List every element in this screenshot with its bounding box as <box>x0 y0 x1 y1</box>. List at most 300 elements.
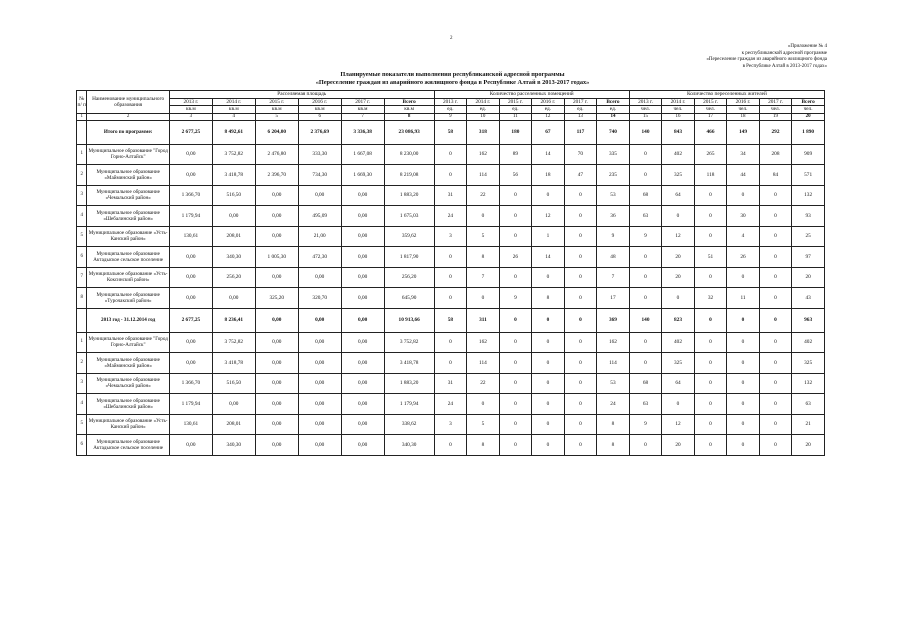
cell-value: 20 <box>662 267 695 288</box>
header-unit: чел. <box>727 106 760 114</box>
cell-value: 0 <box>759 414 792 435</box>
cell-value: 0 <box>727 394 760 415</box>
column-number: 3 <box>169 113 212 120</box>
cell-value: 0 <box>532 394 565 415</box>
cell-value: 0 <box>499 332 532 353</box>
cell-value: 0 <box>629 435 662 456</box>
column-number: 7 <box>341 113 384 120</box>
header-unit: чел. <box>759 106 792 114</box>
header-year-rooms: 2016 г. <box>532 98 565 106</box>
cell-value: 7 <box>467 267 500 288</box>
header-no: № п/ п <box>77 91 87 114</box>
column-number: 19 <box>759 113 792 120</box>
cell-value: 0 <box>694 394 727 415</box>
cell-value: 0 <box>759 308 792 332</box>
cell-value: 823 <box>662 308 695 332</box>
row-name: Муниципальное образование Актадыское сельское поселение <box>87 435 169 456</box>
cell-value: 8 230,00 <box>384 144 434 165</box>
cell-value: 256,20 <box>212 267 255 288</box>
cell-value: 0 <box>499 353 532 374</box>
cell-value: 0 <box>727 414 760 435</box>
cell-value: 0,00 <box>341 332 384 353</box>
appendix-line: к республиканской адресной программе <box>741 50 827 56</box>
cell-value: 0 <box>629 288 662 309</box>
cell-value: 3 752,82 <box>212 144 255 165</box>
cell-value: 0 <box>694 414 727 435</box>
appendix-note <box>627 44 827 70</box>
cell-value: 0 <box>499 267 532 288</box>
cell-value: 0 <box>499 226 532 247</box>
cell-value: 0,00 <box>341 414 384 435</box>
cell-value: 3 418,78 <box>212 165 255 186</box>
cell-value: 0,00 <box>255 226 298 247</box>
cell-value: 0,00 <box>169 165 212 186</box>
cell-value: 0 <box>759 332 792 353</box>
cell-value: 44 <box>727 165 760 186</box>
cell-value: 0 <box>499 414 532 435</box>
cell-value: 0 <box>759 435 792 456</box>
cell-value: 140 <box>629 308 662 332</box>
cell-value: 14 <box>532 144 565 165</box>
cell-value: 265 <box>694 144 727 165</box>
cell-value: 0 <box>694 308 727 332</box>
cell-value: 132 <box>792 185 825 206</box>
cell-value: 17 <box>597 288 630 309</box>
cell-value: 0 <box>434 332 467 353</box>
cell-value: 7 <box>597 267 630 288</box>
column-number: 11 <box>499 113 532 120</box>
cell-value: 58 <box>434 120 467 144</box>
cell-value: 0 <box>564 206 597 227</box>
cell-value: 909 <box>792 144 825 165</box>
cell-value: 1 179,94 <box>384 394 434 415</box>
column-number: 5 <box>255 113 298 120</box>
cell-value: 0,00 <box>341 435 384 456</box>
cell-value: 0 <box>694 185 727 206</box>
table-row <box>77 288 825 309</box>
header-name: Наименование муниципального образования <box>87 91 169 114</box>
cell-value: 0 <box>499 308 532 332</box>
cell-value: 64 <box>662 185 695 206</box>
appendix-line: в Республике Алтай в 2013-2017 годах» <box>742 63 827 69</box>
cell-value: 0,00 <box>298 332 341 353</box>
cell-value: 3 418,78 <box>384 353 434 374</box>
cell-value: 3 752,82 <box>384 332 434 353</box>
row-number: 2 <box>77 353 87 374</box>
header-year-rooms: 2013 г. <box>434 98 467 106</box>
cell-value: 117 <box>564 120 597 144</box>
cell-value: 516,50 <box>212 373 255 394</box>
cell-value: 0 <box>759 226 792 247</box>
cell-value: 132 <box>792 373 825 394</box>
cell-value: 292 <box>759 120 792 144</box>
header-rooms-group: Количество расселенных помещений <box>434 91 629 99</box>
cell-value: 740 <box>597 120 630 144</box>
cell-value: 114 <box>467 165 500 186</box>
cell-value: 32 <box>694 288 727 309</box>
cell-value: 0,00 <box>298 353 341 374</box>
row-number: 6 <box>77 247 87 268</box>
cell-value: 311 <box>467 308 500 332</box>
header-year-rooms: Всего <box>597 98 630 106</box>
cell-value: 340,30 <box>384 435 434 456</box>
cell-value: 0 <box>564 332 597 353</box>
cell-value: 359,62 <box>384 226 434 247</box>
cell-value: 31 <box>434 185 467 206</box>
table-row <box>77 373 825 394</box>
cell-value: 0 <box>727 308 760 332</box>
header-area-group: Расселяемая площадь <box>169 91 434 99</box>
row-number: 4 <box>77 394 87 415</box>
cell-value: 26 <box>499 247 532 268</box>
cell-value: 21 <box>792 414 825 435</box>
row-name: Муниципальное образование "Город Горно-Алтайск" <box>87 144 169 165</box>
cell-value: 8 <box>467 247 500 268</box>
page-number: 2 <box>450 36 453 41</box>
table-row <box>77 120 825 144</box>
column-number: 14 <box>597 113 630 120</box>
cell-value: 0,00 <box>169 288 212 309</box>
header-year-area: 2015 г. <box>255 98 298 106</box>
cell-value: 0,00 <box>298 435 341 456</box>
cell-value: 0,00 <box>255 185 298 206</box>
cell-value: 0 <box>532 185 565 206</box>
cell-value: 118 <box>694 165 727 186</box>
cell-value: 1 817,90 <box>384 247 434 268</box>
cell-value: 3 <box>434 226 467 247</box>
column-number: 1 <box>77 113 87 120</box>
cell-value: 1 883,20 <box>384 373 434 394</box>
header-year-area: 2014 г. <box>212 98 255 106</box>
cell-value: 963 <box>792 308 825 332</box>
cell-value: 36 <box>597 206 630 227</box>
cell-value: 0 <box>694 373 727 394</box>
cell-value: 0 <box>434 165 467 186</box>
cell-value: 0 <box>629 165 662 186</box>
cell-value: 0,00 <box>255 394 298 415</box>
cell-value: 12 <box>532 206 565 227</box>
column-number: 4 <box>212 113 255 120</box>
cell-value: 0 <box>434 144 467 165</box>
cell-value: 1 005,30 <box>255 247 298 268</box>
cell-value: 0,00 <box>169 332 212 353</box>
table-row <box>77 247 825 268</box>
cell-value: 70 <box>564 144 597 165</box>
cell-value: 1 890 <box>792 120 825 144</box>
row-number <box>77 120 87 144</box>
row-name: Муниципальное образование «Усть-Канский район» <box>87 226 169 247</box>
row-number: 8 <box>77 288 87 309</box>
cell-value: 472,30 <box>298 247 341 268</box>
cell-value: 734,30 <box>298 165 341 186</box>
cell-value: 4 <box>727 226 760 247</box>
cell-value: 0,00 <box>341 226 384 247</box>
row-number: 5 <box>77 414 87 435</box>
cell-value: 0,00 <box>298 185 341 206</box>
cell-value: 63 <box>792 394 825 415</box>
header-unit: ед. <box>597 106 630 114</box>
cell-value: 208 <box>759 144 792 165</box>
cell-value: 11 <box>727 288 760 309</box>
cell-value: 0,00 <box>169 435 212 456</box>
row-name: Муниципальное образование «Шебалинский район» <box>87 206 169 227</box>
cell-value: 0 <box>759 288 792 309</box>
cell-value: 84 <box>759 165 792 186</box>
row-name: Муниципальное образование «Чемальский район» <box>87 185 169 206</box>
appendix-line: «Переселение граждан из аварийного жилищного фонда <box>706 57 827 63</box>
cell-value: 0,00 <box>255 435 298 456</box>
cell-value: 0 <box>532 308 565 332</box>
cell-value: 0,00 <box>169 353 212 374</box>
cell-value: 23 086,93 <box>384 120 434 144</box>
cell-value: 0,00 <box>341 267 384 288</box>
cell-value: 0 <box>694 435 727 456</box>
cell-value: 130,61 <box>169 414 212 435</box>
header-unit: ед. <box>467 106 500 114</box>
cell-value: 0,00 <box>341 353 384 374</box>
cell-value: 1 179,94 <box>169 394 212 415</box>
cell-value: 0 <box>532 353 565 374</box>
cell-value: 24 <box>597 394 630 415</box>
cell-value: 180 <box>499 120 532 144</box>
cell-value: 0 <box>759 267 792 288</box>
header-year-people: 2013 г. <box>629 98 662 106</box>
cell-value: 0,00 <box>298 394 341 415</box>
cell-value: 0 <box>564 394 597 415</box>
cell-value: 51 <box>694 247 727 268</box>
cell-value: 31 <box>434 373 467 394</box>
cell-value: 0 <box>629 247 662 268</box>
column-number: 17 <box>694 113 727 120</box>
cell-value: 2 376,69 <box>298 120 341 144</box>
column-number: 15 <box>629 113 662 120</box>
cell-value: 0 <box>694 267 727 288</box>
header-unit: кв.м <box>255 106 298 114</box>
cell-value: 97 <box>792 247 825 268</box>
cell-value: 149 <box>727 120 760 144</box>
row-name: Муниципальное образование «Усть-Коксинский район» <box>87 267 169 288</box>
cell-value: 1 179,94 <box>169 206 212 227</box>
table-row <box>77 332 825 353</box>
cell-value: 0 <box>727 353 760 374</box>
header-year-people: 2016 г. <box>727 98 760 106</box>
column-number: 10 <box>467 113 500 120</box>
cell-value: 34 <box>727 144 760 165</box>
header-year-people: 2014 г. <box>662 98 695 106</box>
cell-value: 0,00 <box>255 373 298 394</box>
header-year-people: 2015 г. <box>694 98 727 106</box>
table-row <box>77 206 825 227</box>
cell-value: 0,00 <box>212 206 255 227</box>
cell-value: 2 677,25 <box>169 308 212 332</box>
cell-value: 0,00 <box>255 353 298 374</box>
cell-value: 22 <box>467 373 500 394</box>
cell-value: 30 <box>727 206 760 227</box>
cell-value: 63 <box>629 394 662 415</box>
cell-value: 68 <box>629 185 662 206</box>
table-row <box>77 267 825 288</box>
cell-value: 0 <box>727 185 760 206</box>
cell-value: 130,61 <box>169 226 212 247</box>
cell-value: 325 <box>662 165 695 186</box>
table-row <box>77 185 825 206</box>
cell-value: 25 <box>792 226 825 247</box>
row-number: 1 <box>77 332 87 353</box>
cell-value: 114 <box>597 353 630 374</box>
cell-value: 0,00 <box>169 247 212 268</box>
row-number <box>77 308 87 332</box>
cell-value: 0 <box>694 353 727 374</box>
header-year-rooms: 2017 г. <box>564 98 597 106</box>
cell-value: 8 236,41 <box>212 308 255 332</box>
cell-value: 8 <box>597 414 630 435</box>
cell-value: 516,50 <box>212 185 255 206</box>
cell-value: 47 <box>564 165 597 186</box>
cell-value: 48 <box>597 247 630 268</box>
cell-value: 0,00 <box>169 267 212 288</box>
cell-value: 320,70 <box>298 288 341 309</box>
cell-value: 0 <box>564 185 597 206</box>
cell-value: 0 <box>629 332 662 353</box>
cell-value: 0,00 <box>341 247 384 268</box>
cell-value: 0,00 <box>255 267 298 288</box>
header-unit: ед. <box>532 106 565 114</box>
cell-value: 0,00 <box>212 288 255 309</box>
cell-value: 402 <box>792 332 825 353</box>
cell-value: 0,00 <box>341 308 384 332</box>
cell-value: 12 <box>662 414 695 435</box>
cell-value: 318 <box>467 120 500 144</box>
cell-value: 0,00 <box>298 414 341 435</box>
cell-value: 208,01 <box>212 226 255 247</box>
row-name: Муниципальное образование «Майминский район» <box>87 165 169 186</box>
cell-value: 0 <box>694 206 727 227</box>
cell-value: 325 <box>792 353 825 374</box>
row-number: 1 <box>77 144 87 165</box>
cell-value: 3 <box>434 414 467 435</box>
cell-value: 140 <box>629 120 662 144</box>
header-unit: чел. <box>662 106 695 114</box>
cell-value: 0 <box>759 185 792 206</box>
cell-value: 1 669,30 <box>341 165 384 186</box>
cell-value: 20 <box>792 267 825 288</box>
cell-value: 333,30 <box>298 144 341 165</box>
cell-value: 0,00 <box>255 414 298 435</box>
cell-value: 0 <box>499 206 532 227</box>
cell-value: 8 <box>597 435 630 456</box>
cell-value: 21,00 <box>298 226 341 247</box>
cell-value: 0 <box>434 247 467 268</box>
cell-value: 0,00 <box>298 373 341 394</box>
cell-value: 0 <box>532 373 565 394</box>
indicators-table <box>76 90 825 456</box>
table-row <box>77 165 825 186</box>
column-number: 6 <box>298 113 341 120</box>
cell-value: 63 <box>629 206 662 227</box>
cell-value: 0 <box>564 226 597 247</box>
cell-value: 43 <box>792 288 825 309</box>
header-unit: кв.м <box>169 106 212 114</box>
header-year-people: Всего <box>792 98 825 106</box>
cell-value: 26 <box>727 247 760 268</box>
cell-value: 8 <box>532 288 565 309</box>
cell-value: 3 418,78 <box>212 353 255 374</box>
cell-value: 0 <box>629 353 662 374</box>
column-number: 20 <box>792 113 825 120</box>
cell-value: 0 <box>662 394 695 415</box>
cell-value: 64 <box>662 373 695 394</box>
cell-value: 235 <box>597 165 630 186</box>
cell-value: 0,00 <box>298 267 341 288</box>
column-number: 9 <box>434 113 467 120</box>
cell-value: 0 <box>564 435 597 456</box>
cell-value: 0 <box>532 332 565 353</box>
cell-value: 9 <box>499 288 532 309</box>
cell-value: 1 667,08 <box>341 144 384 165</box>
cell-value: 0 <box>564 353 597 374</box>
cell-value: 0,00 <box>341 206 384 227</box>
cell-value: 67 <box>532 120 565 144</box>
header-unit: чел. <box>792 106 825 114</box>
title-line: Планируемые показатели выполнения республиканской адресной программы <box>340 71 565 78</box>
cell-value: 8 219,08 <box>384 165 434 186</box>
header-year-area: 2017 г. <box>341 98 384 106</box>
header-unit: кв.м <box>298 106 341 114</box>
cell-value: 1 366,70 <box>169 185 212 206</box>
cell-value: 5 <box>467 226 500 247</box>
cell-value: 0 <box>434 267 467 288</box>
cell-value: 20 <box>792 435 825 456</box>
column-number: 13 <box>564 113 597 120</box>
cell-value: 1 675,03 <box>384 206 434 227</box>
cell-value: 402 <box>662 144 695 165</box>
cell-value: 0 <box>564 373 597 394</box>
cell-value: 0 <box>629 144 662 165</box>
cell-value: 0 <box>499 394 532 415</box>
cell-value: 162 <box>467 332 500 353</box>
cell-value: 0 <box>759 394 792 415</box>
cell-value: 0 <box>564 288 597 309</box>
cell-value: 0 <box>759 373 792 394</box>
cell-value: 18 <box>532 165 565 186</box>
row-name: Итого по программе: <box>87 120 169 144</box>
cell-value: 0,00 <box>298 308 341 332</box>
cell-value: 0 <box>759 247 792 268</box>
header-unit: ед. <box>499 106 532 114</box>
table-row <box>77 308 825 332</box>
cell-value: 335 <box>597 144 630 165</box>
cell-value: 2 677,25 <box>169 120 212 144</box>
header-year-area: 2016 г. <box>298 98 341 106</box>
cell-value: 0 <box>434 353 467 374</box>
cell-value: 5 <box>467 414 500 435</box>
row-name: Муниципальное образование «Турочакский район» <box>87 288 169 309</box>
cell-value: 2 396,70 <box>255 165 298 186</box>
cell-value: 8 492,61 <box>212 120 255 144</box>
header-unit: ед. <box>434 106 467 114</box>
header-unit: чел. <box>694 106 727 114</box>
cell-value: 0 <box>499 435 532 456</box>
cell-value: 0 <box>532 267 565 288</box>
cell-value: 6 204,00 <box>255 120 298 144</box>
cell-value: 58 <box>434 308 467 332</box>
cell-value: 20 <box>662 247 695 268</box>
row-number: 3 <box>77 373 87 394</box>
cell-value: 256,20 <box>384 267 434 288</box>
cell-value: 89 <box>499 144 532 165</box>
cell-value: 56 <box>499 165 532 186</box>
document-title <box>80 71 825 87</box>
